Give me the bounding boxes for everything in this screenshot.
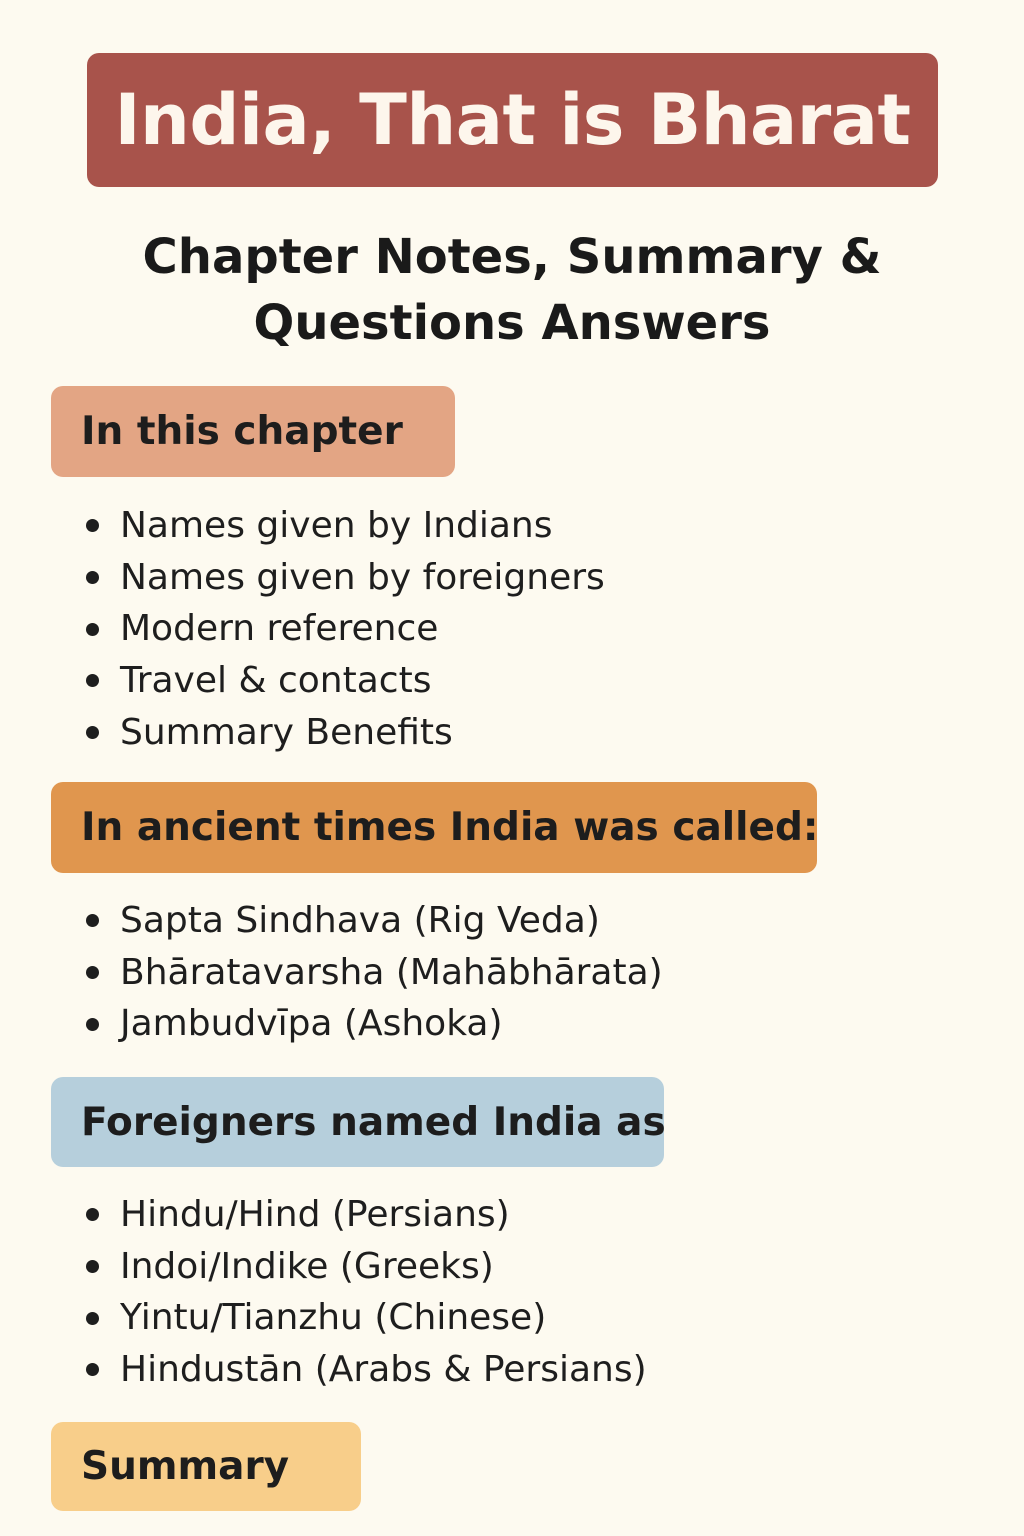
list-item-text: Summary Benefits — [120, 711, 453, 753]
bullet-icon — [86, 1363, 99, 1376]
list-item-text: Jambudvīpa (Ashoka) — [120, 1003, 503, 1045]
list-item-text: Yintu/Tianzhu (Chinese) — [120, 1297, 547, 1339]
ancient-names-list — [86, 895, 663, 1050]
list-item-text: Modern reference — [120, 608, 439, 650]
bullet-icon — [86, 1018, 99, 1031]
section-heading-label: In ancient times India was called: — [81, 805, 819, 850]
in-this-chapter-list — [86, 500, 605, 759]
list-item — [86, 1241, 647, 1293]
list-item-text: Names given by foreigners — [120, 556, 605, 598]
list-item — [86, 947, 663, 999]
list-item-text: Hindustān (Arabs & Persians) — [120, 1349, 647, 1391]
page-title: India, That is Bharat — [114, 79, 911, 161]
bullet-icon — [86, 571, 99, 584]
bullet-icon — [86, 519, 99, 532]
list-item — [86, 707, 605, 759]
list-item-text: Travel & contacts — [120, 660, 432, 702]
list-item — [86, 552, 605, 604]
section-heading-label: Foreigners named India as — [81, 1099, 666, 1145]
bullet-icon — [86, 914, 99, 927]
section-heading-in-this-chapter — [51, 386, 455, 477]
list-item-text: Sapta Sindhava (Rig Veda) — [120, 900, 600, 941]
subtitle-line-1: Chapter Notes, Summary & — [142, 229, 882, 285]
list-item — [86, 1344, 647, 1396]
bullet-icon — [86, 1260, 99, 1273]
bullet-icon — [86, 623, 99, 636]
section-heading-ancient-names — [51, 782, 817, 873]
foreign-names-list — [86, 1189, 647, 1396]
list-item — [86, 1189, 647, 1241]
list-item-text: Names given by Indians — [120, 505, 553, 546]
list-item-text: Indoi/Indike (Greeks) — [120, 1245, 494, 1287]
list-item — [86, 998, 663, 1050]
list-item — [86, 895, 663, 947]
list-item — [86, 603, 605, 655]
bullet-icon — [86, 1312, 99, 1325]
list-item — [86, 1292, 647, 1344]
list-item — [86, 500, 605, 552]
section-heading-foreign-names — [51, 1077, 664, 1167]
bullet-icon — [86, 726, 99, 739]
title-banner — [87, 53, 938, 187]
list-item — [86, 655, 605, 707]
section-heading-label: Summary — [81, 1444, 290, 1489]
subtitle-line-2: Questions Answers — [253, 295, 771, 351]
bullet-icon — [86, 674, 99, 687]
list-item-text: Hindu/Hind (Persians) — [120, 1194, 510, 1235]
bullet-icon — [86, 1208, 99, 1221]
bullet-icon — [86, 966, 99, 979]
page-subtitle — [0, 224, 1024, 356]
list-item-text: Bhāratavarsha (Mahābhārata) — [120, 951, 663, 993]
section-heading-label: In this chapter — [81, 409, 403, 454]
section-heading-summary — [51, 1422, 361, 1511]
